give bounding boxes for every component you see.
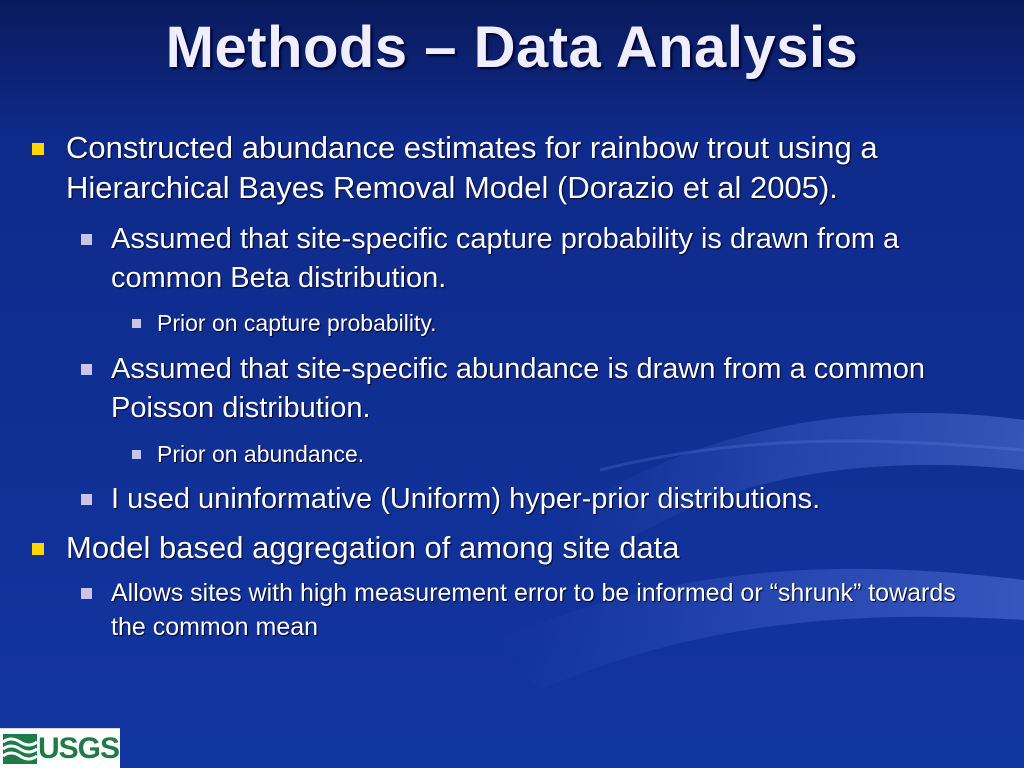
bullet-text: Model based aggregation of among site data — [66, 530, 680, 565]
square-bullet-icon — [81, 588, 92, 599]
usgs-logo — [0, 728, 120, 768]
bullet-item — [111, 350, 991, 428]
square-bullet-icon — [132, 450, 141, 459]
bullet-item — [66, 128, 1006, 208]
bullet-item — [157, 308, 977, 338]
usgs-logo-text: USGS — [38, 732, 120, 765]
usgs-wave-icon — [3, 734, 37, 764]
bullet-item — [111, 576, 991, 644]
bullet-text: Assumed that site-specific abundance is drawn from a common Poisson distribution. — [111, 353, 925, 424]
slide-title: Methods – Data Analysis — [165, 15, 859, 80]
bullet-text: Assumed that site-specific capture probability is drawn from a common Beta distribution. — [111, 223, 900, 294]
square-bullet-icon — [32, 143, 44, 155]
square-bullet-icon — [81, 234, 92, 245]
square-bullet-icon — [81, 364, 92, 375]
bullet-item — [111, 480, 991, 519]
bullet-text: Constructed abundance estimates for rainbow trout using a Hierarchical Bayes Removal Model (Dorazio et al 2005). — [66, 130, 878, 205]
bullet-text: Prior on capture probability. — [157, 310, 437, 336]
square-bullet-icon — [81, 494, 92, 505]
square-bullet-icon — [32, 543, 44, 555]
bullet-item — [111, 220, 991, 298]
bullet-text: I used uninformative (Uniform) hyper-prior distributions. — [111, 483, 821, 515]
bullet-item — [157, 439, 977, 469]
square-bullet-icon — [132, 319, 141, 328]
bullet-text: Prior on abundance. — [157, 441, 365, 467]
bullet-text: Allows sites with high measurement error to be informed or “shrunk” towards the common mean — [111, 579, 956, 641]
bullet-item — [66, 528, 1006, 568]
